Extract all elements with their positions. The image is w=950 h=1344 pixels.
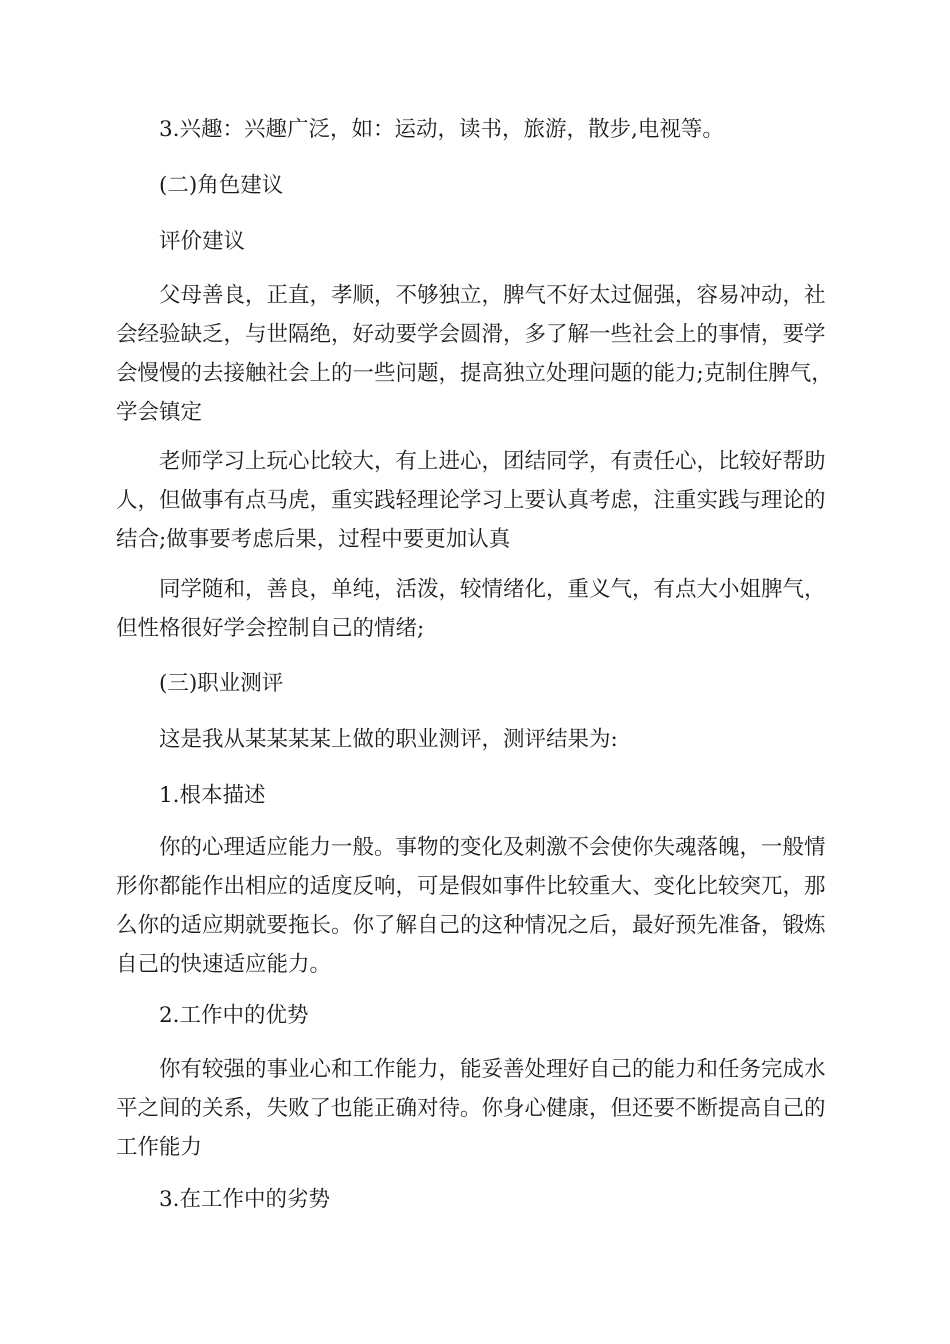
heading-basic-description: 1.根本描述 [159, 783, 266, 808]
paragraph-interests: 3.兴趣：兴趣广泛，如：运动，读书，旅游，散步,电视等。 [159, 117, 724, 142]
paragraph-parents: 父母善良，正直，孝顺，不够独立，脾气不好太过倔强，容易冲动，社会经验缺乏，与世隔绝，好动要学会圆滑，多了解一些社会上的事情，要学会慢慢的去接触社会上的一些问题，提高独立处理问题的能力;克制住脾气，学会镇定 [116, 283, 833, 425]
paragraph-work-strengths: 你有较强的事业心和工作能力，能妥善处理好自己的能力和任务完成水平之间的关系，失败了也能正确对待。你身心健康，但还要不断提高自己的工作能力 [116, 1057, 826, 1160]
heading-evaluation-suggestions: 评价建议 [159, 229, 246, 254]
paragraph-classmates: 同学随和，善良，单纯，活泼，较情绪化，重义气，有点大小姐脾气，但性格很好学会控制自己的情绪; [116, 577, 826, 641]
heading-work-weaknesses: 3.在工作中的劣势 [159, 1187, 331, 1212]
heading-work-strengths: 2.工作中的优势 [159, 1003, 309, 1028]
heading-career-assessment: (三)职业测评 [159, 671, 284, 696]
heading-role-suggestions: (二)角色建议 [159, 173, 284, 198]
paragraph-assessment-intro: 这是我从某某某某上做的职业测评，测评结果为: [159, 727, 618, 752]
paragraph-basic-description: 你的心理适应能力一般。事物的变化及刺激不会使你失魂落魄，一般情形你都能作出相应的适度反响，可是假如事件比较重大、变化比较突兀，那么你的适应期就要拖长。你了解自己的这种情况之后，最好预先准备，锻炼自己的快速适应能力。 [116, 835, 826, 977]
paragraph-teacher: 老师学习上玩心比较大，有上进心，团结同学，有责任心，比较好帮助人，但做事有点马虎，重实践轻理论学习上要认真考虑，注重实践与理论的结合;做事要考虑后果，过程中要更加认真 [116, 449, 826, 552]
